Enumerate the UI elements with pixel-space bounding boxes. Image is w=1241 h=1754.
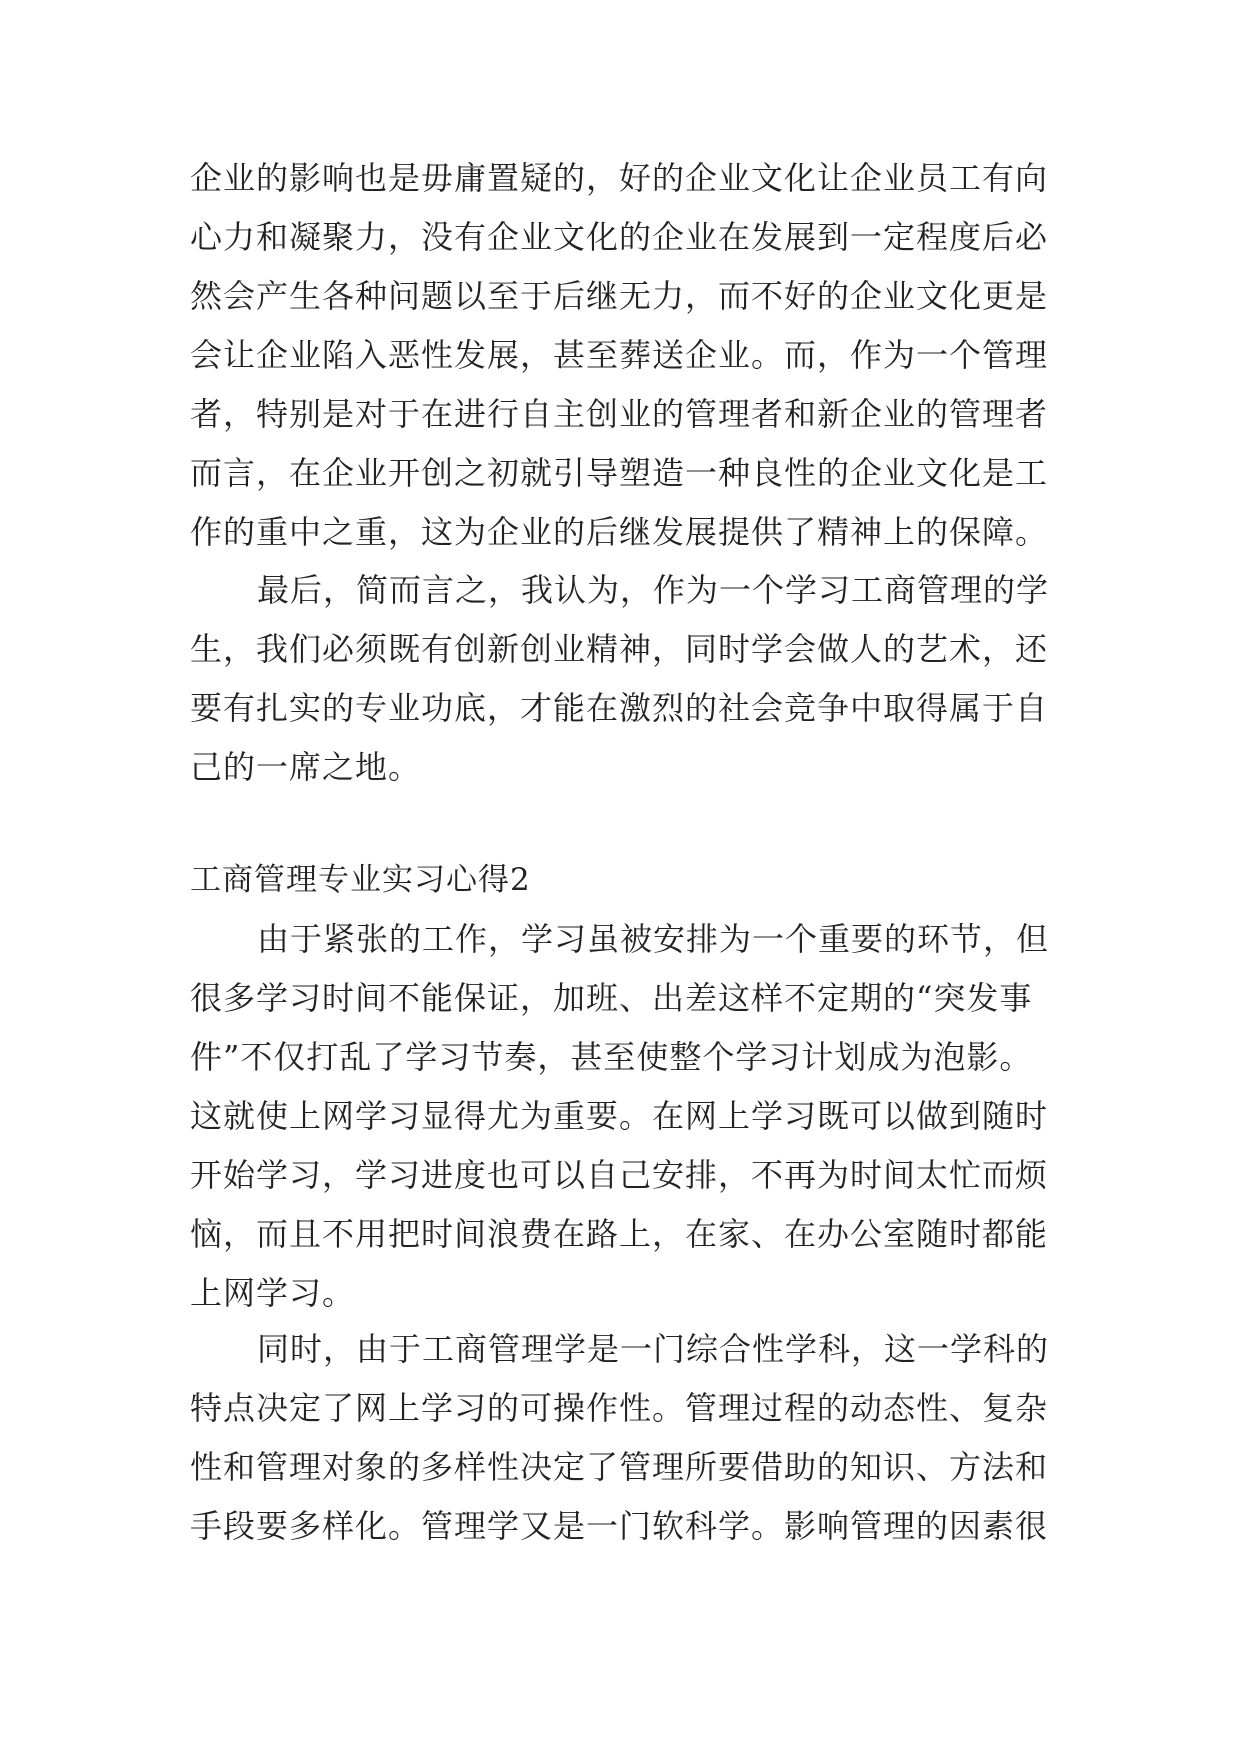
- text-line: 企业的影响也是毋庸置疑的，好的企业文化让企业员工有向: [190, 159, 1049, 197]
- section2-paragraph-1: [190, 910, 1050, 1323]
- text-line: 生，我们必须既有创新创业精神，同时学会做人的艺术，还: [190, 630, 1049, 668]
- text-line: 最后，简而言之，我认为，作为一个学习工商管理的学: [257, 571, 1050, 609]
- text-line: 开始学习，学习进度也可以自己安排，不再为时间太忙而烦: [190, 1156, 1049, 1194]
- text-line: 者，特别是对于在进行自主创业的管理者和新企业的管理者: [190, 395, 1049, 433]
- text-line: 作的重中之重，这为企业的后继发展提供了精神上的保障。: [190, 513, 1049, 551]
- text-line: 要有扎实的专业功底，才能在激烈的社会竞争中取得属于自: [190, 689, 1049, 727]
- text-line: 心力和凝聚力，没有企业文化的企业在发展到一定程度后必: [190, 218, 1049, 256]
- section-title: 工商管理专业实习心得2: [190, 862, 531, 898]
- text-line: 件”不仅打乱了学习节奏，甚至使整个学习计划成为泡影。: [190, 1038, 1033, 1076]
- section2-title-block: [190, 851, 1050, 910]
- text-line: 而言，在企业开创之初就引导塑造一种良性的企业文化是工: [190, 454, 1049, 492]
- text-line: 恼，而且不用把时间浪费在路上，在家、在办公室随时都能: [190, 1215, 1049, 1253]
- text-line: 然会产生各种问题以至于后继无力，而不好的企业文化更是: [190, 277, 1049, 315]
- text-line: 手段要多样化。管理学又是一门软科学。影响管理的因素很: [190, 1507, 1049, 1545]
- text-line: 由于紧张的工作，学习虽被安排为一个重要的环节，但: [257, 920, 1050, 958]
- section1-paragraph-1: [190, 149, 1050, 562]
- text-line: 上网学习。: [190, 1274, 356, 1312]
- text-line: 这就使上网学习显得尤为重要。在网上学习既可以做到随时: [190, 1097, 1049, 1135]
- text-line: 很多学习时间不能保证，加班、出差这样不定期的“突发事: [190, 979, 1033, 1017]
- text-line: 特点决定了网上学习的可操作性。管理过程的动态性、复杂: [190, 1389, 1049, 1427]
- text-line: 同时，由于工商管理学是一门综合性学科，这一学科的: [257, 1330, 1050, 1368]
- text-line: 性和管理对象的多样性决定了管理所要借助的知识、方法和: [190, 1448, 1049, 1486]
- text-line: 会让企业陷入恶性发展，甚至葬送企业。而，作为一个管理: [190, 336, 1049, 374]
- text-line: 己的一席之地。: [190, 748, 422, 786]
- section1-paragraph-2: [190, 561, 1050, 797]
- section2-paragraph-2: [190, 1320, 1050, 1556]
